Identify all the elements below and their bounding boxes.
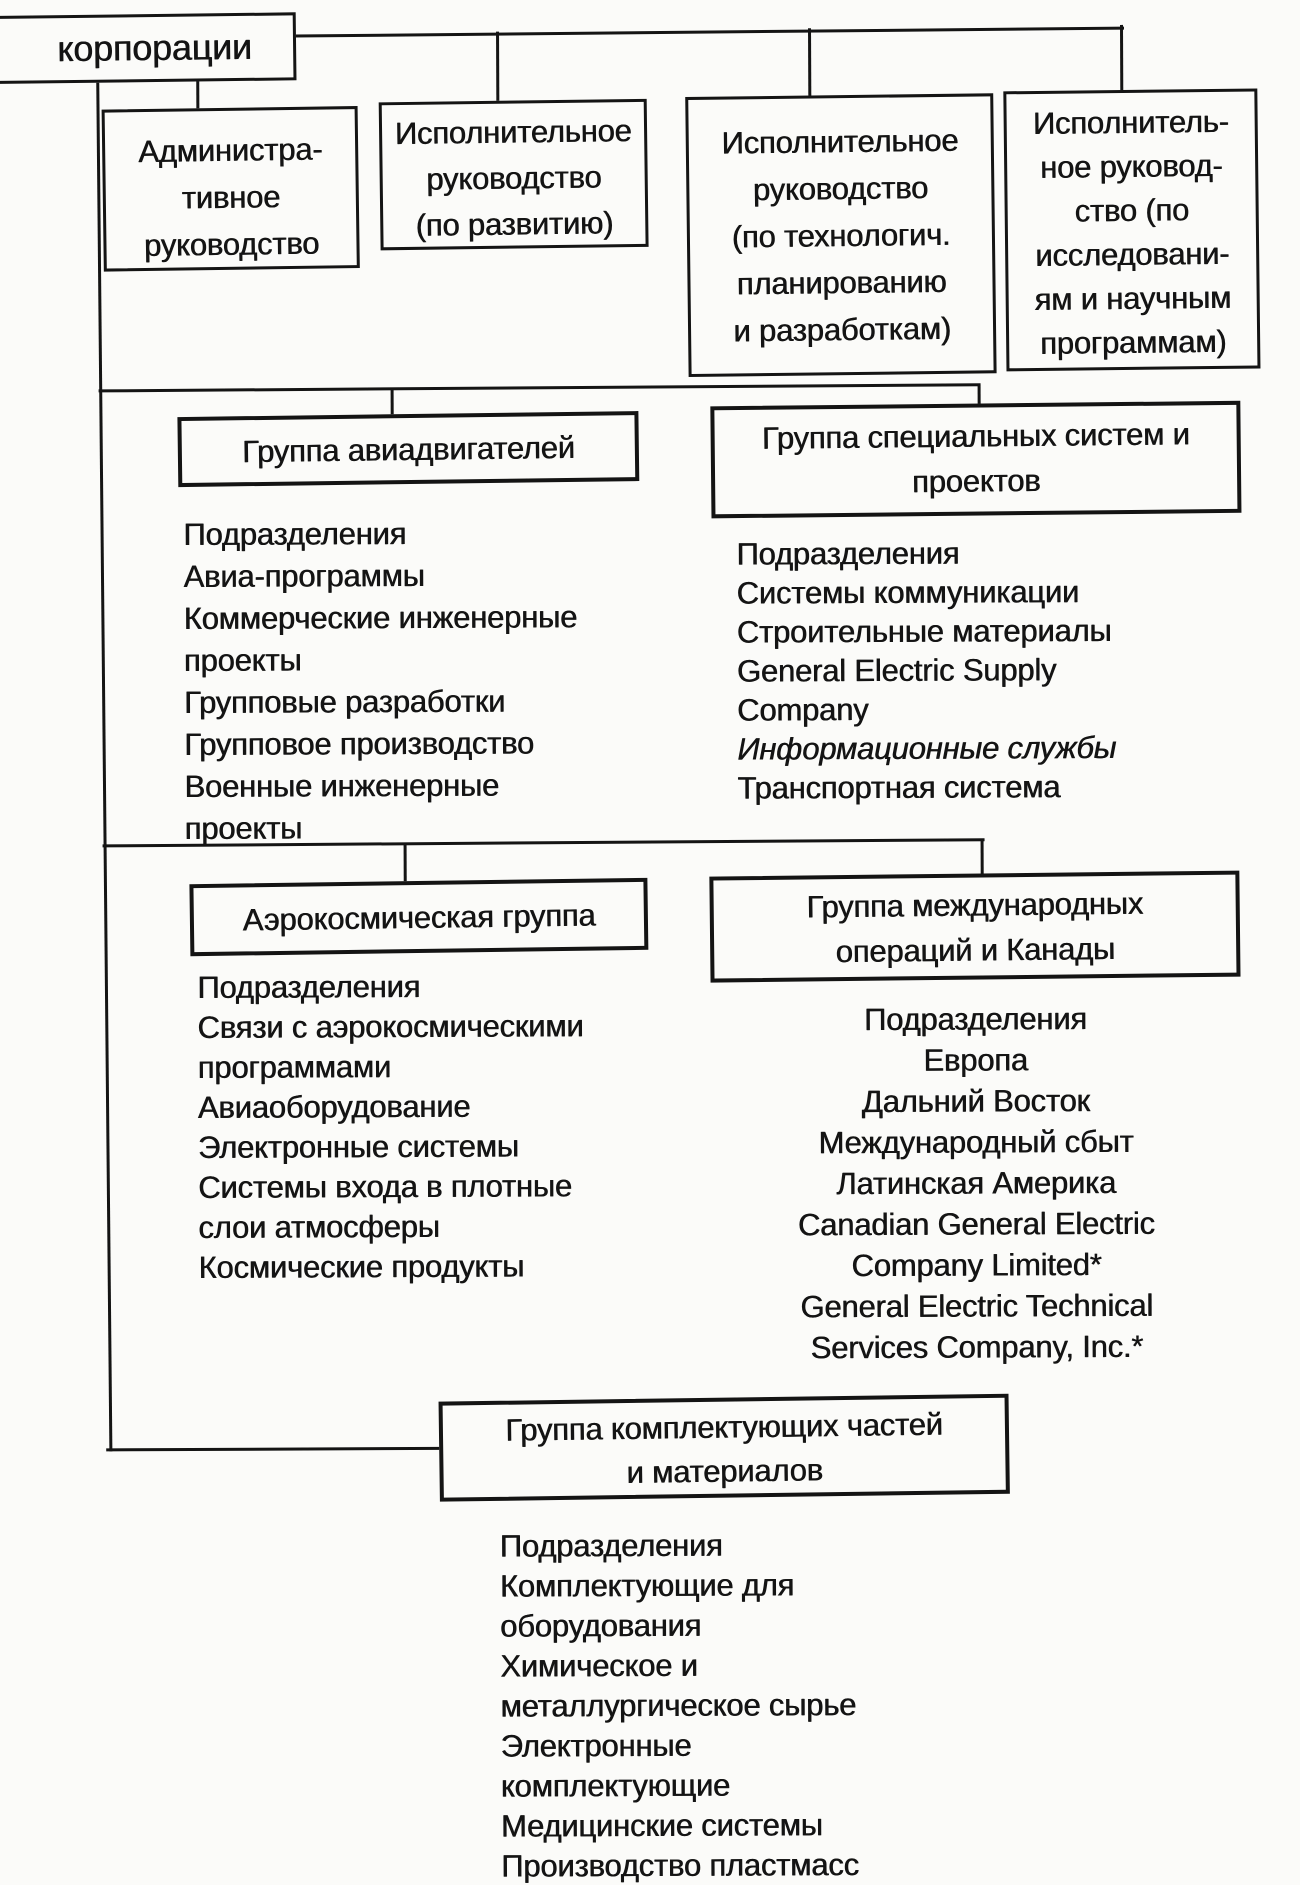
- list-item: Авиаоборудование: [197, 1088, 471, 1125]
- group-list-components-materials: [500, 1524, 1012, 1885]
- list-item: Подразделения: [197, 969, 421, 1005]
- list-item: Химическое и металлургическое сырье: [500, 1647, 857, 1724]
- list-item: Групповые разработки: [183, 683, 506, 721]
- connector-drop-development: [496, 32, 499, 102]
- list-item: Транспортная система: [737, 769, 1061, 806]
- connector-drop-technology: [808, 28, 811, 96]
- list-item: General Electric Technical Services Company, Inc.*: [800, 1287, 1153, 1366]
- list-item: Групповое производство: [184, 725, 534, 763]
- list-item: Электронные системы: [197, 1128, 519, 1165]
- list-item: Электронные комплектующие: [500, 1727, 731, 1804]
- connector-drop-admin: [196, 81, 199, 109]
- list-item: Международный сбыт: [818, 1123, 1134, 1161]
- connector-drop-aircraft-engines: [391, 389, 394, 416]
- list-item: Связи с аэрокосмическими программами: [197, 1008, 584, 1085]
- connector-drop-science: [1120, 25, 1123, 91]
- connector-tier3-horizontal: [106, 1447, 442, 1451]
- exec-box-administrative: Администра- тивное руководство: [102, 106, 360, 272]
- list-item: Подразделения: [499, 1527, 723, 1564]
- exec-box-development: Исполнительное руководство (по развитию): [379, 99, 649, 250]
- group-box-aircraft-engines: Группа авиадвигателей: [177, 411, 639, 487]
- exec-box-technology-planning: Исполнительное руководство (по технологич. планированию и разработкам): [685, 93, 996, 377]
- root-box-corporation: корпорации: [0, 12, 296, 84]
- list-item: Европа: [923, 1042, 1028, 1078]
- list-item: Космические продукты: [198, 1248, 525, 1285]
- group-list-international-canada: [710, 997, 1242, 1368]
- list-item: Дальний Восток: [861, 1083, 1090, 1120]
- group-box-components-materials: Группа комплектующих частей и материалов: [439, 1394, 1010, 1502]
- group-box-international-canada: Группа международных операций и Канады: [709, 871, 1240, 983]
- list-item: Системы коммуникации: [736, 574, 1079, 611]
- connector-left-trunk: [96, 81, 112, 1451]
- list-item: Строительные материалы: [736, 612, 1112, 650]
- list-item: Подразделения: [736, 535, 960, 572]
- list-item: Информационные службы: [737, 729, 1117, 767]
- connector-top-horizontal: [294, 27, 1124, 38]
- group-box-special-systems: Группа специальных систем и проектов: [710, 401, 1241, 519]
- list-item: Военные инженерные проекты: [184, 767, 499, 847]
- list-item: Коммерческие инженерные проекты: [183, 599, 578, 679]
- list-item: Системы входа в плотные слои атмосферы: [197, 1168, 572, 1245]
- group-list-aerospace: [197, 966, 688, 1288]
- list-item: General Electric Supply Company: [736, 652, 1057, 728]
- group-list-aircraft-engines: [183, 512, 664, 850]
- list-item: Canadian General Electric Company Limited*: [797, 1205, 1155, 1284]
- list-item: Производство пластмасс: [500, 1847, 859, 1884]
- list-item: Медицинские системы: [500, 1807, 823, 1844]
- connector-tier1-horizontal: [99, 383, 981, 392]
- list-item: Авиа-программы: [183, 557, 425, 595]
- list-item: Латинская Америка: [836, 1164, 1117, 1202]
- group-list-special-systems: [736, 532, 1257, 807]
- group-box-aerospace: Аэрокосмическая группа: [189, 878, 648, 956]
- exec-box-research-programs: Исполнитель- ное руковод- ство (по исследовани- ям и научным программам): [1003, 88, 1260, 371]
- connector-drop-international: [981, 840, 984, 876]
- list-item: Подразделения: [183, 516, 407, 553]
- list-item: Комплектующие для оборудования: [499, 1567, 795, 1644]
- list-item: Подразделения: [863, 1001, 1087, 1038]
